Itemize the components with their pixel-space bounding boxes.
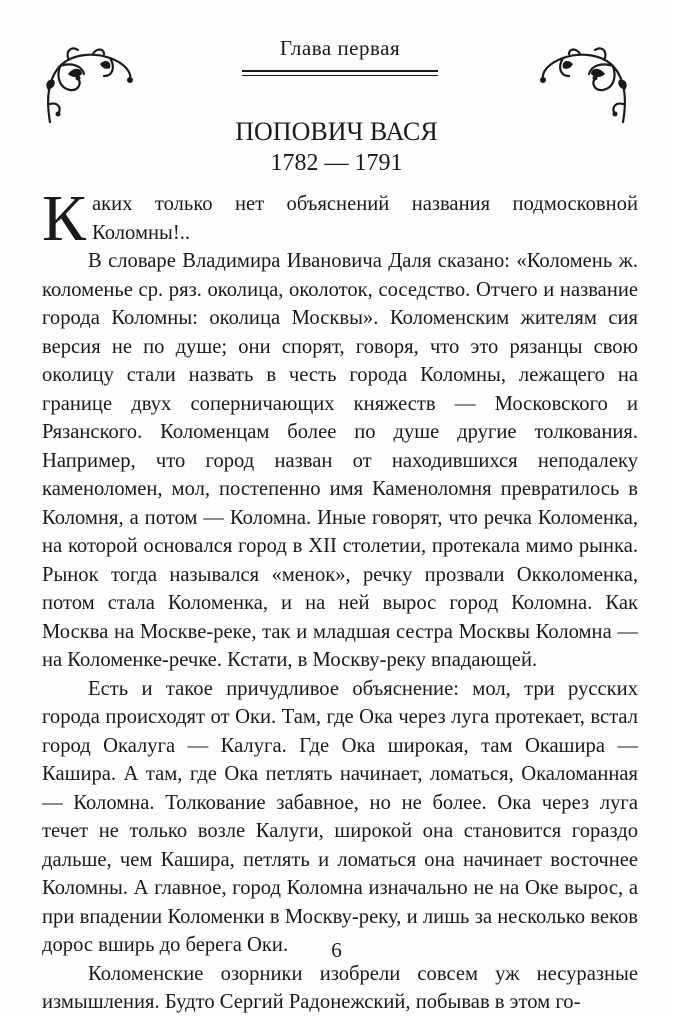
body-text: [42, 182, 638, 1017]
paragraph-2: В словаре Владимира Ивановича Даля сказано: «Коломень ж. коломенье ср. ряз. околица, околоток, соседство. Отчего и название города Коломны: околица Москвы». Коломенским жителям сия версия не по душе; они спорят, говоря, что это рязанцы свою околицу стали назвать в честь города Коломны, лежащего на границе двух соперничающих княжеств — Московского и Рязанского. Коломенцам более по душе другие толкования. Например, что город назван от находившихся неподалеку каменоломен, мол, постепенно имя Каменоломня превратилось в Коломня, а потом — Коломна. Иные говорят, что речка Коломенка, на которой основался город в XII столетии, протекала мимо рынка. Рынок тогда назывался «менок», речку прозвали Окколоменка, потом стала Коломенка, и на ней вырос город Коломна. Как Москва на Москве-реке, так и младшая сестра Москвы Коломна — на Коломенке-речке. Кстати, в Москву-реку впадающей.: [42, 250, 638, 671]
drop-cap: К: [42, 182, 87, 255]
paragraph-1: [42, 182, 638, 255]
paragraph-3: Есть и такое причудливое объяснение: мол, три русских города происходят от Оки. Там, где Ока через луга протекает, встал город Окалуга — Калуга. Где Ока широкая, там Окашира — Кашира. А там, где Ока петлять начинает, ломаться, Окаломанная — Коломна. Толкование забавное, но не более. Ока через луга течет не только возле Калуги, широкой она становится гораздо дальше, чем Кашира, петлять и ломаться она начинает восточнее Коломны. А главное, город Коломна изначально не на Оке вырос, а при впадении Коломенки в Москву-реку, и лишь за несколько веков дорос вширь до берега Оки.: [42, 677, 638, 956]
section-title: ПОПОВИЧ ВАСЯ: [235, 117, 438, 146]
chapter-rule-thick: [242, 70, 438, 72]
page-number: 6: [331, 938, 342, 962]
paragraph-1-text: аких только нет объяснений названия подмосковной Коломны!..: [92, 193, 638, 244]
chapter-rule-thin: [242, 75, 438, 76]
floral-corner-ornament-left-icon: [38, 44, 138, 124]
paragraph-4: Коломенские озорники изобрели совсем уж несуразные измышления. Будто Сергий Радонежский, побывав в этом го-: [42, 962, 638, 1013]
section-dates: 1782 — 1791: [270, 150, 403, 176]
floral-corner-ornament-right-icon: [535, 44, 635, 124]
chapter-heading: Глава первая: [279, 36, 401, 60]
